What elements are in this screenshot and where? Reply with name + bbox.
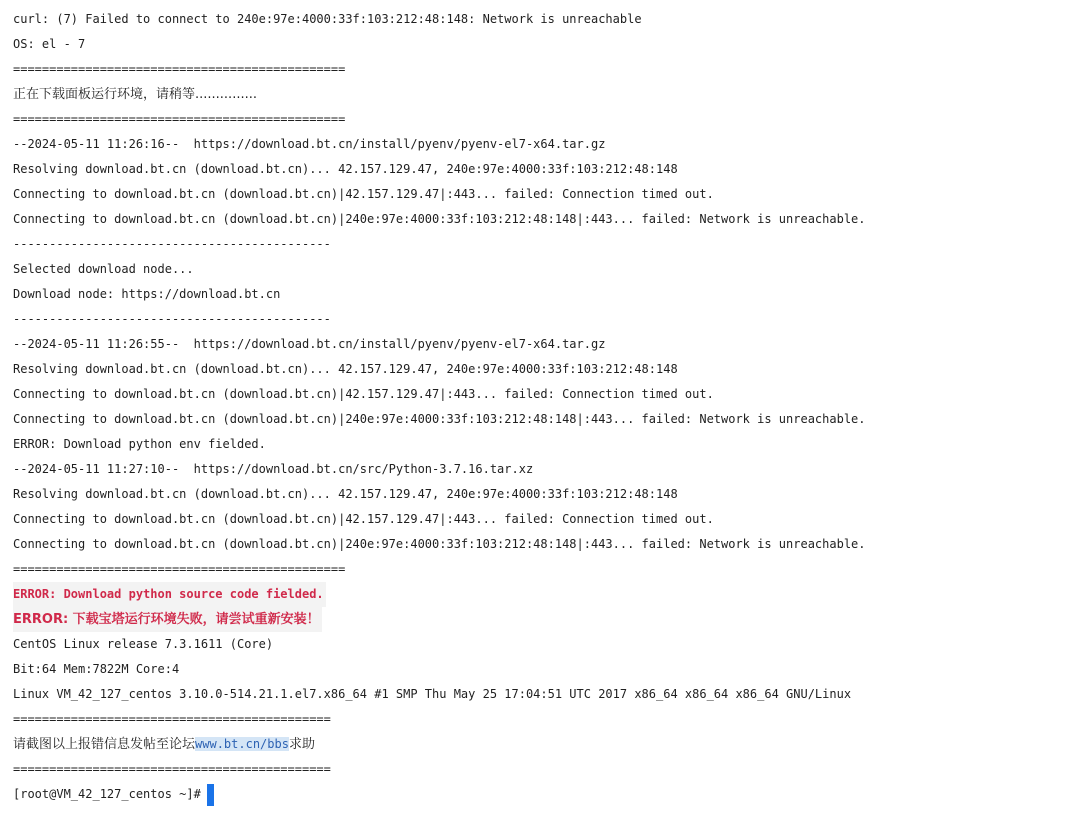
system-info-line: Linux VM_42_127_centos 3.10.0-514.21.1.el7.x86_64 #1 SMP Thu May 25 17:04:51 UTC 2017 x86_64 x86_64 x86_64 GNU/Linux: [13, 687, 852, 701]
separator-line: ==============================================: [13, 562, 346, 576]
error-line: [13, 607, 1076, 632]
output-line: Connecting to download.bt.cn (download.bt.cn)|42.157.129.47|:443... failed: Connection timed out.: [13, 512, 714, 526]
text-cursor: [207, 784, 214, 806]
output-line: Connecting to download.bt.cn (download.bt.cn)|240e:97e:4000:33f:103:212:48:148|:443... failed: Network is unreachable.: [13, 537, 866, 551]
output-line: Connecting to download.bt.cn (download.bt.cn)|42.157.129.47|:443... failed: Connection timed out.: [13, 387, 714, 401]
output-line: Resolving download.bt.cn (download.bt.cn)... 42.157.129.47, 240e:97e:4000:33f:103:212:48:148: [13, 162, 678, 176]
output-line: Connecting to download.bt.cn (download.bt.cn)|240e:97e:4000:33f:103:212:48:148|:443... failed: Network is unreachable.: [13, 412, 866, 426]
separator-line: ==============================================: [13, 112, 346, 126]
output-line: Selected download node...: [13, 262, 194, 276]
forum-link[interactable]: www.bt.cn/bbs: [195, 737, 289, 751]
output-line: curl: (7) Failed to connect to 240e:97e:4000:33f:103:212:48:148: Network is unreachable: [13, 12, 642, 26]
error-message: ERROR: Download python source code fielded.: [13, 582, 326, 607]
output-line: --2024-05-11 11:27:10-- https://download.bt.cn/src/Python-3.7.16.tar.xz: [13, 462, 534, 476]
separator-line: ==============================================: [13, 62, 346, 76]
prompt-line[interactable]: [13, 782, 1076, 807]
system-info-line: CentOS Linux release 7.3.1611 (Core): [13, 637, 274, 651]
separator-line: --------------------------------------------: [13, 237, 331, 251]
output-line: ERROR: Download python env fielded.: [13, 437, 266, 451]
output-line: Download node: https://download.bt.cn: [13, 287, 281, 301]
error-line: [13, 582, 1076, 607]
separator-line: ============================================: [13, 762, 331, 776]
help-text-suffix: 求助: [288, 737, 315, 752]
shell-prompt: [root@VM_42_127_centos ~]#: [13, 787, 201, 801]
output-line: 正在下载面板运行环境，请稍等...............: [13, 87, 257, 102]
output-line: Connecting to download.bt.cn (download.bt.cn)|42.157.129.47|:443... failed: Connection timed out.: [13, 187, 714, 201]
help-text-prefix: 请截图以上报错信息发帖至论坛: [13, 737, 196, 752]
help-line: [13, 732, 1076, 757]
output-line: Connecting to download.bt.cn (download.bt.cn)|240e:97e:4000:33f:103:212:48:148|:443... failed: Network is unreachable.: [13, 212, 866, 226]
separator-line: ============================================: [13, 712, 331, 726]
error-message: ERROR: 下载宝塔运行环境失败，请尝试重新安装！: [13, 607, 322, 632]
separator-line: --------------------------------------------: [13, 312, 331, 326]
output-line: --2024-05-11 11:26:16-- https://download.bt.cn/install/pyenv/pyenv-el7-x64.tar.gz: [13, 137, 606, 151]
output-line: OS: el - 7: [13, 37, 86, 51]
system-info-line: Bit:64 Mem:7822M Core:4: [13, 662, 180, 676]
output-line: Resolving download.bt.cn (download.bt.cn)... 42.157.129.47, 240e:97e:4000:33f:103:212:48:148: [13, 487, 678, 501]
output-line: Resolving download.bt.cn (download.bt.cn)... 42.157.129.47, 240e:97e:4000:33f:103:212:48:148: [13, 362, 678, 376]
output-line: --2024-05-11 11:26:55-- https://download.bt.cn/install/pyenv/pyenv-el7-x64.tar.gz: [13, 337, 606, 351]
